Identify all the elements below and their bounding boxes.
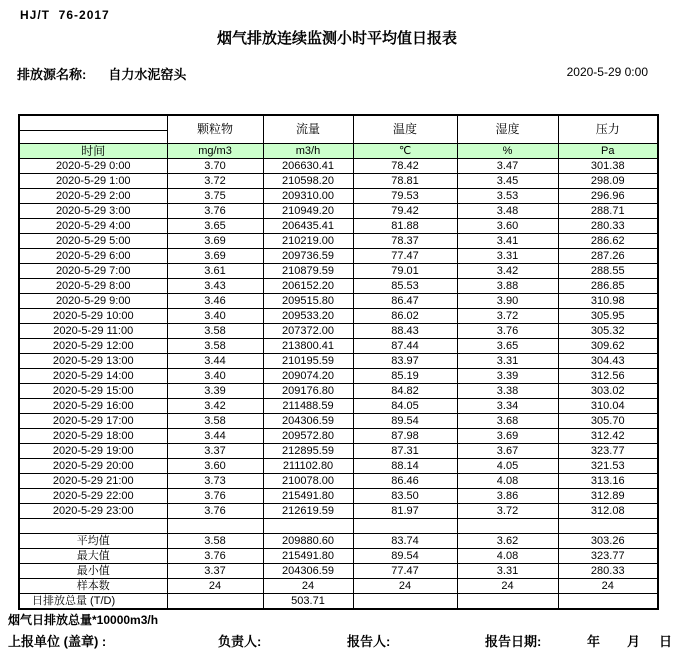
hourly-data-row [19,159,658,174]
unit-header-m3h: m3/h [263,144,353,159]
value-cell: 3.67 [457,444,558,459]
time-cell: 2020-5-29 1:00 [19,174,167,189]
summary-value-cell: 303.26 [558,534,658,549]
unit-header-mgm3: mg/m3 [167,144,263,159]
value-cell: 301.38 [558,159,658,174]
time-cell: 2020-5-29 8:00 [19,279,167,294]
source-name-label: 排放源名称: [17,67,87,82]
value-cell: 79.01 [353,264,457,279]
value-cell: 286.85 [558,279,658,294]
value-cell: 305.95 [558,309,658,324]
value-cell: 87.98 [353,429,457,444]
time-cell: 2020-5-29 23:00 [19,504,167,519]
value-cell: 3.42 [457,264,558,279]
value-cell: 78.42 [353,159,457,174]
value-cell: 210219.00 [263,234,353,249]
summary-value-cell: 3.37 [167,564,263,579]
value-cell: 3.44 [167,354,263,369]
summary-label: 样本数 [19,579,167,594]
value-cell: 3.44 [167,429,263,444]
value-cell: 310.98 [558,294,658,309]
time-column-header: 时间 [19,144,167,159]
header-divider-line [20,130,167,131]
summary-value-cell: 4.08 [457,549,558,564]
value-cell: 3.47 [457,159,558,174]
hourly-data-row [19,414,658,429]
summary-value-cell: 24 [167,579,263,594]
value-cell: 313.16 [558,474,658,489]
value-cell: 287.26 [558,249,658,264]
hourly-data-row [19,204,658,219]
hourly-data-row [19,279,658,294]
value-cell: 3.73 [167,474,263,489]
value-cell: 310.04 [558,399,658,414]
time-cell: 2020-5-29 5:00 [19,234,167,249]
value-cell: 312.42 [558,429,658,444]
time-cell: 2020-5-29 13:00 [19,354,167,369]
value-cell: 87.31 [353,444,457,459]
spacer-cell [263,519,353,534]
value-cell: 84.05 [353,399,457,414]
value-cell: 312.56 [558,369,658,384]
value-cell: 305.70 [558,414,658,429]
time-cell: 2020-5-29 11:00 [19,324,167,339]
spacer-cell [19,519,167,534]
value-cell: 3.76 [167,504,263,519]
value-cell: 286.62 [558,234,658,249]
time-cell: 2020-5-29 7:00 [19,264,167,279]
value-cell: 3.58 [167,414,263,429]
summary-row [19,534,658,549]
summary-row [19,564,658,579]
value-cell: 210949.20 [263,204,353,219]
time-cell: 2020-5-29 18:00 [19,429,167,444]
summary-row [19,549,658,564]
value-cell: 321.53 [558,459,658,474]
hourly-data-row [19,324,658,339]
hourly-data-row [19,474,658,489]
value-cell: 213800.41 [263,339,353,354]
value-cell: 3.76 [167,204,263,219]
hourly-data-row [19,189,658,204]
summary-value-cell [558,594,658,610]
unit-header-celsius: ℃ [353,144,457,159]
value-cell: 3.34 [457,399,558,414]
hourly-data-row [19,504,658,519]
value-cell: 3.69 [167,234,263,249]
time-cell: 2020-5-29 3:00 [19,204,167,219]
time-cell: 2020-5-29 21:00 [19,474,167,489]
hourly-data-row [19,309,658,324]
value-cell: 3.38 [457,384,558,399]
value-cell: 209572.80 [263,429,353,444]
time-cell: 2020-5-29 9:00 [19,294,167,309]
value-cell: 209533.20 [263,309,353,324]
value-cell: 3.69 [167,249,263,264]
summary-value-cell: 24 [457,579,558,594]
value-cell: 298.09 [558,174,658,189]
summary-value-cell [457,594,558,610]
value-cell: 3.41 [457,234,558,249]
value-cell: 4.08 [457,474,558,489]
value-cell: 3.58 [167,324,263,339]
value-cell: 288.71 [558,204,658,219]
value-cell: 78.81 [353,174,457,189]
value-cell: 304.43 [558,354,658,369]
time-header-spacer-cell [19,115,167,144]
value-cell: 77.47 [353,249,457,264]
unit-header-pa: Pa [558,144,658,159]
time-cell: 2020-5-29 12:00 [19,339,167,354]
value-cell: 3.37 [167,444,263,459]
hourly-data-row [19,369,658,384]
value-cell: 212895.59 [263,444,353,459]
summary-value-cell: 83.74 [353,534,457,549]
value-cell: 210879.59 [263,264,353,279]
summary-value-cell: 24 [558,579,658,594]
time-cell: 2020-5-29 10:00 [19,309,167,324]
total-emission-note: 烟气日排放总量*10000m3/h [8,613,159,627]
value-cell: 88.14 [353,459,457,474]
value-cell: 323.77 [558,444,658,459]
value-cell: 86.47 [353,294,457,309]
summary-value-cell: 24 [263,579,353,594]
time-cell: 2020-5-29 2:00 [19,189,167,204]
hourly-data-row [19,384,658,399]
signature-row [0,631,674,649]
spacer-row [19,519,658,534]
value-cell: 3.72 [457,309,558,324]
value-cell: 3.76 [167,489,263,504]
summary-value-cell: 3.58 [167,534,263,549]
column-header-flow: 流量 [263,115,353,144]
time-cell: 2020-5-29 17:00 [19,414,167,429]
value-cell: 3.72 [457,504,558,519]
time-cell: 2020-5-29 22:00 [19,489,167,504]
value-cell: 3.31 [457,354,558,369]
value-cell: 78.37 [353,234,457,249]
value-cell: 3.60 [457,219,558,234]
value-cell: 3.39 [167,384,263,399]
summary-value-cell [167,594,263,610]
value-cell: 209176.80 [263,384,353,399]
value-cell: 207372.00 [263,324,353,339]
time-cell: 2020-5-29 15:00 [19,384,167,399]
value-cell: 3.75 [167,189,263,204]
hourly-data-row [19,174,658,189]
time-cell: 2020-5-29 16:00 [19,399,167,414]
table-body [19,159,658,610]
value-cell: 209515.80 [263,294,353,309]
value-cell: 210195.59 [263,354,353,369]
summary-value-cell: 215491.80 [263,549,353,564]
hourly-data-row [19,444,658,459]
table-header [19,115,658,159]
hourly-data-row [19,459,658,474]
value-cell: 3.42 [167,399,263,414]
summary-value-cell: 3.62 [457,534,558,549]
value-cell: 3.65 [457,339,558,354]
value-cell: 288.55 [558,264,658,279]
page-title: 烟气排放连续监测小时平均值日报表 [216,30,457,47]
value-cell: 3.72 [167,174,263,189]
value-cell: 280.33 [558,219,658,234]
hourly-data-row [19,219,658,234]
source-row [17,64,648,83]
value-cell: 211488.59 [263,399,353,414]
hourly-data-row [19,429,658,444]
value-cell: 206630.41 [263,159,353,174]
value-cell: 209736.59 [263,249,353,264]
year-label: 年 [587,634,601,649]
summary-value-cell: 323.77 [558,549,658,564]
monitoring-data-table [18,114,659,610]
summary-value-cell: 3.31 [457,564,558,579]
value-cell: 85.53 [353,279,457,294]
value-cell: 211102.80 [263,459,353,474]
value-cell: 3.39 [457,369,558,384]
value-cell: 3.61 [167,264,263,279]
value-cell: 206435.41 [263,219,353,234]
value-cell: 87.44 [353,339,457,354]
value-cell: 296.96 [558,189,658,204]
value-cell: 215491.80 [263,489,353,504]
summary-value-cell: 24 [353,579,457,594]
report-datetime: 2020-5-29 0:00 [566,65,648,79]
value-cell: 210598.20 [263,174,353,189]
summary-label: 最大值 [19,549,167,564]
column-header-temperature: 温度 [353,115,457,144]
value-cell: 3.45 [457,174,558,189]
hourly-data-row [19,264,658,279]
value-cell: 83.50 [353,489,457,504]
value-cell: 85.19 [353,369,457,384]
doc-code: HJ/T 76-2017 [20,8,110,22]
value-cell: 309.62 [558,339,658,354]
time-cell: 2020-5-29 19:00 [19,444,167,459]
value-cell: 81.88 [353,219,457,234]
summary-label: 日排放总量 (T/D) [19,594,167,610]
value-cell: 4.05 [457,459,558,474]
unit-header-percent: % [457,144,558,159]
time-cell: 2020-5-29 0:00 [19,159,167,174]
value-cell: 3.69 [457,429,558,444]
value-cell: 204306.59 [263,414,353,429]
value-cell: 312.89 [558,489,658,504]
summary-value-cell: 204306.59 [263,564,353,579]
value-cell: 81.97 [353,504,457,519]
value-cell: 3.76 [457,324,558,339]
time-cell: 2020-5-29 14:00 [19,369,167,384]
summary-value-cell: 3.76 [167,549,263,564]
summary-row [19,579,658,594]
summary-row [19,594,658,610]
value-cell: 305.32 [558,324,658,339]
value-cell: 209310.00 [263,189,353,204]
summary-value-cell: 209880.60 [263,534,353,549]
column-header-humidity: 湿度 [457,115,558,144]
value-cell: 312.08 [558,504,658,519]
summary-value-cell: 503.71 [263,594,353,610]
time-cell: 2020-5-29 6:00 [19,249,167,264]
value-cell: 303.02 [558,384,658,399]
summary-label: 平均值 [19,534,167,549]
month-label: 月 [627,634,641,649]
time-cell: 2020-5-29 4:00 [19,219,167,234]
value-cell: 3.48 [457,204,558,219]
column-header-particulate: 颗粒物 [167,115,263,144]
value-cell: 84.82 [353,384,457,399]
value-cell: 212619.59 [263,504,353,519]
value-cell: 3.65 [167,219,263,234]
value-cell: 3.58 [167,339,263,354]
value-cell: 3.86 [457,489,558,504]
hourly-data-row [19,354,658,369]
value-cell: 209074.20 [263,369,353,384]
day-label: 日 [659,634,673,649]
value-cell: 3.60 [167,459,263,474]
reporter-label: 报告人: [347,634,391,649]
value-cell: 83.97 [353,354,457,369]
value-cell: 3.90 [457,294,558,309]
value-cell: 3.88 [457,279,558,294]
hourly-data-row [19,294,658,309]
value-cell: 79.53 [353,189,457,204]
column-header-pressure: 压力 [558,115,658,144]
value-cell: 3.46 [167,294,263,309]
value-cell: 210078.00 [263,474,353,489]
value-cell: 3.40 [167,369,263,384]
hourly-data-row [19,399,658,414]
summary-label: 最小值 [19,564,167,579]
time-cell: 2020-5-29 20:00 [19,459,167,474]
unit-header-row [19,144,658,159]
value-cell: 86.46 [353,474,457,489]
spacer-cell [457,519,558,534]
value-cell: 206152.20 [263,279,353,294]
hourly-data-row [19,339,658,354]
report-date-label: 报告日期: [485,634,542,649]
summary-value-cell [353,594,457,610]
value-cell: 3.43 [167,279,263,294]
spacer-cell [353,519,457,534]
value-cell: 89.54 [353,414,457,429]
pollutant-header-row [19,115,658,144]
summary-value-cell: 280.33 [558,564,658,579]
summary-value-cell: 77.47 [353,564,457,579]
value-cell: 3.31 [457,249,558,264]
hourly-data-row [19,234,658,249]
value-cell: 3.68 [457,414,558,429]
value-cell: 88.43 [353,324,457,339]
hourly-data-row [19,489,658,504]
summary-value-cell: 89.54 [353,549,457,564]
value-cell: 3.53 [457,189,558,204]
hourly-data-row [19,249,658,264]
spacer-cell [167,519,263,534]
responsible-label: 负责人: [218,634,262,649]
report-unit-label: 上报单位 (盖章) : [8,634,107,649]
value-cell: 3.70 [167,159,263,174]
value-cell: 3.40 [167,309,263,324]
value-cell: 86.02 [353,309,457,324]
source-name-value: 自力水泥窑头 [108,67,187,82]
spacer-cell [558,519,658,534]
value-cell: 79.42 [353,204,457,219]
